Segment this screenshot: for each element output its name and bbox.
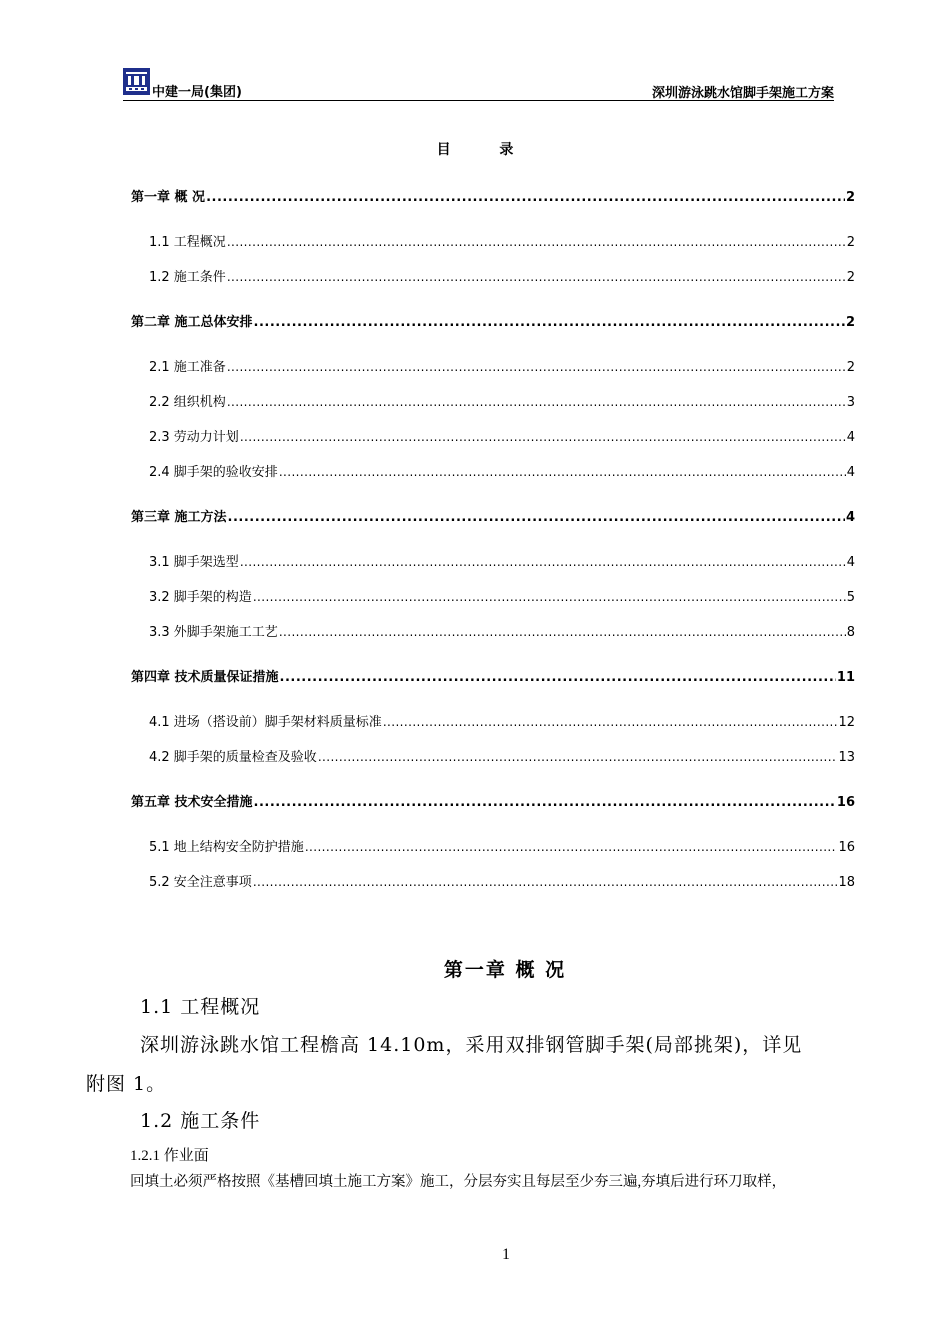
- toc-entry-label: 3.1 脚手架选型: [149, 555, 239, 570]
- toc-entry[interactable]: [149, 551, 855, 570]
- toc-entry-page: 5: [846, 590, 855, 605]
- subsection-heading-1-2-1: 1.2.1 作业面: [130, 1148, 209, 1164]
- toc-entry-page: 8: [846, 625, 855, 640]
- page-header: [123, 68, 834, 101]
- toc-entry-label: 5.1 地上结构安全防护措施: [149, 840, 304, 855]
- toc-entry[interactable]: [131, 186, 855, 205]
- toc-entry-label: 2.1 施工准备: [149, 360, 226, 375]
- toc-entry[interactable]: [149, 426, 855, 445]
- toc-entry[interactable]: [149, 621, 855, 640]
- company-logo-mark: [123, 68, 150, 95]
- toc-entry-label: 5.2 安全注意事项: [149, 875, 252, 890]
- chapter-heading: 第一章 概 况: [443, 959, 567, 981]
- toc-leader: [206, 190, 845, 205]
- toc-leader: [279, 625, 846, 639]
- toc-leader: [254, 795, 836, 810]
- toc-entry-label: 第一章 概 况: [131, 190, 206, 205]
- paragraph-line: 深圳游泳跳水馆工程檐高 14.10m，采用双排钢管脚手架(局部挑架)，详见: [140, 1034, 803, 1056]
- toc-entry-label: 4.2 脚手架的质量检查及验收: [149, 750, 317, 765]
- toc-entry[interactable]: [149, 711, 855, 730]
- toc-entry-label: 4.1 进场（搭设前）脚手架材料质量标准: [149, 715, 382, 730]
- toc-entry[interactable]: [131, 791, 855, 810]
- toc-entry-label: 2.4 脚手架的验收安排: [149, 465, 278, 480]
- toc-leader: [228, 510, 845, 525]
- toc-entry[interactable]: [131, 506, 855, 525]
- toc-entry-page: 3: [846, 395, 855, 410]
- section-heading-1-2: 1.2 施工条件: [140, 1110, 261, 1132]
- toc-entry-page: 2: [846, 270, 855, 285]
- toc-entry-page: 16: [836, 795, 855, 810]
- toc-entry-page: 11: [836, 670, 855, 685]
- toc-entry-label: 第二章 施工总体安排: [131, 315, 253, 330]
- toc-leader: [227, 395, 846, 409]
- toc-leader: [305, 840, 838, 854]
- toc-entry-label: 3.2 脚手架的构造: [149, 590, 252, 605]
- toc-entry-page: 12: [838, 715, 855, 730]
- toc-entry-label: 1.2 施工条件: [149, 270, 226, 285]
- toc-leader: [240, 555, 846, 569]
- document-title: 深圳游泳跳水馆脚手架施工方案: [651, 86, 834, 101]
- toc-leader: [383, 715, 838, 729]
- toc-entry[interactable]: [149, 356, 855, 375]
- toc-leader: [227, 235, 846, 249]
- toc-entry-page: 13: [838, 750, 855, 765]
- toc-entry-label: 2.2 组织机构: [149, 395, 226, 410]
- toc-leader: [280, 670, 836, 685]
- paragraph-line: 回填土必须严格按照《基槽回填土施工方案》施工，分层夯实且每层至少夯三遍,夯填后进行环刀取样，: [130, 1174, 787, 1190]
- toc-entry[interactable]: [149, 836, 855, 855]
- toc-entry-page: 4: [846, 465, 855, 480]
- toc-entry[interactable]: [149, 231, 855, 250]
- page-number: 1: [502, 1246, 510, 1263]
- toc-entry-page: 4: [846, 555, 855, 570]
- toc-entry-label: 第四章 技术质量保证措施: [131, 670, 279, 685]
- toc-entry[interactable]: [149, 871, 855, 890]
- toc-entry[interactable]: [149, 266, 855, 285]
- toc-entry-page: 2: [845, 190, 855, 205]
- toc-entry-label: 第三章 施工方法: [131, 510, 227, 525]
- toc-entry-page: 4: [845, 510, 855, 525]
- toc-entry-label: 2.3 劳动力计划: [149, 430, 239, 445]
- toc-entry[interactable]: [149, 586, 855, 605]
- toc-entry[interactable]: [149, 461, 855, 480]
- toc-entry-page: 2: [846, 235, 855, 250]
- toc-entry[interactable]: [149, 746, 855, 765]
- toc-entry-page: 16: [838, 840, 855, 855]
- toc-leader: [253, 875, 838, 889]
- toc-entry[interactable]: [149, 391, 855, 410]
- toc-leader: [254, 315, 845, 330]
- company-logo: [123, 68, 150, 95]
- toc-leader: [318, 750, 838, 764]
- toc-entry[interactable]: [131, 666, 855, 685]
- toc-entry-label: 3.3 外脚手架施工工艺: [149, 625, 278, 640]
- toc-entry[interactable]: [131, 311, 855, 330]
- toc-leader: [279, 465, 846, 479]
- toc-entry-page: 4: [846, 430, 855, 445]
- toc-leader: [240, 430, 846, 444]
- toc-leader: [253, 590, 846, 604]
- toc-entry-page: 2: [845, 315, 855, 330]
- toc-leader: [227, 360, 846, 374]
- toc-title: 目 录: [436, 142, 536, 158]
- toc-entry-label: 第五章 技术安全措施: [131, 795, 253, 810]
- paragraph-line: 附图 1。: [86, 1073, 167, 1095]
- section-heading-1-1: 1.1 工程概况: [140, 996, 261, 1018]
- toc-leader: [227, 270, 846, 284]
- toc-entry-page: 18: [838, 875, 855, 890]
- toc-entry-label: 1.1 工程概况: [149, 235, 226, 250]
- company-name: 中建一局(集团): [152, 85, 242, 100]
- toc-entry-page: 2: [846, 360, 855, 375]
